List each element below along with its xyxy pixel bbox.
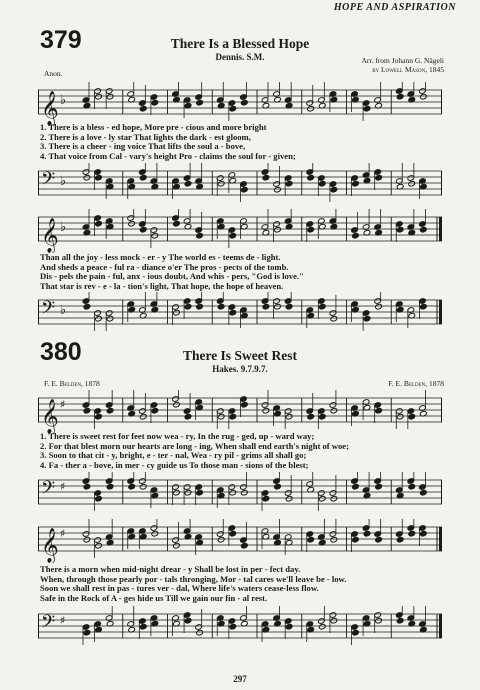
lyrics-block: [40, 253, 442, 291]
note-head: [420, 303, 428, 310]
lyric-line: Than all the joy - less mock - er - y The world es - teems de - light.: [40, 253, 281, 262]
note-head: [307, 413, 315, 420]
note-head: [229, 413, 237, 420]
note-head: [262, 407, 270, 414]
note-head: [274, 303, 282, 310]
lyrics-block: [40, 565, 442, 603]
sharp-icon: ♯: [60, 398, 66, 411]
note-head: [262, 303, 270, 310]
note-head: [83, 303, 91, 310]
note-head: [241, 99, 249, 106]
lyric-line: Dis - pels the pain - ful, anx - ious doubt, And whis - pers, "God is love.": [40, 272, 304, 282]
note-head: [229, 489, 237, 496]
note-head: [408, 180, 416, 187]
flat-icon: ♭: [60, 303, 67, 318]
lyric-line: 4. That voice from Cal - vary's height Pro - claims the soul for - given;: [40, 151, 296, 161]
note-head: [318, 180, 326, 187]
note-head: [95, 315, 103, 322]
note-head: [307, 105, 315, 112]
tune-meter: Dennis. S.M.: [215, 52, 265, 62]
note-head: [229, 105, 237, 112]
note-head: [241, 542, 249, 549]
note-head: [318, 495, 326, 502]
treble-clef-icon: 𝄞: [41, 91, 59, 126]
note-head: [241, 186, 249, 193]
note-head: [95, 174, 103, 181]
lyricist-credit: Anon.: [44, 69, 63, 78]
note-head: [420, 93, 428, 100]
lyric-line: 2. There is a love - ly star That lights the dark - est gloom,: [40, 132, 251, 142]
note-head: [128, 220, 136, 227]
note-head: [363, 530, 371, 537]
note-head: [139, 174, 147, 181]
note-head: [330, 617, 338, 624]
note-head: [139, 105, 147, 112]
note-head: [330, 536, 338, 543]
bass-clef-icon: 𝄢: [41, 478, 56, 503]
note-head: [285, 303, 293, 310]
note-head: [352, 629, 360, 636]
note-head: [375, 617, 383, 624]
composer-credit: F. E. Belden, 1878: [388, 379, 444, 388]
note-head: [229, 623, 237, 630]
note-head: [196, 629, 204, 636]
note-head: [95, 220, 103, 227]
note-head: [285, 180, 293, 187]
note-head: [139, 623, 147, 630]
note-head: [184, 303, 192, 310]
note-head: [217, 303, 225, 310]
note-head: [95, 413, 103, 420]
treble-staff: [38, 82, 442, 126]
note-head: [241, 489, 249, 496]
note-head: [106, 407, 114, 414]
lyric-line: 1. There is a bless - ed hope, More pre - cious and more bright: [40, 123, 267, 132]
note-head: [151, 407, 159, 414]
note-head: [285, 495, 293, 502]
note-head: [139, 483, 147, 490]
treble-clef-icon: 𝄞: [41, 218, 59, 253]
note-head: [151, 232, 159, 239]
bass-staff: [38, 163, 442, 207]
note-head: [408, 483, 416, 490]
note-head: [151, 99, 159, 106]
bass-staff: [38, 606, 442, 650]
note-head: [196, 232, 204, 239]
note-head: [95, 495, 103, 502]
lyric-line: 3. Soon to that cit - y, bright, e - ter - nal, Wea - ry pil - grims all shall go;: [40, 451, 307, 461]
bass-clef-icon: 𝄢: [41, 298, 56, 323]
note-head: [375, 536, 383, 543]
lyricist-credit: F. E. Belden, 1878: [44, 379, 100, 388]
note-head: [420, 489, 428, 496]
note-head: [83, 174, 91, 181]
note-head: [375, 407, 383, 414]
note-head: [173, 542, 181, 549]
note-head: [307, 174, 315, 181]
note-head: [184, 413, 192, 420]
note-head: [106, 483, 114, 490]
flat-icon: ♭: [60, 93, 67, 108]
note-head: [106, 315, 114, 322]
note-head: [184, 180, 192, 187]
note-head: [352, 536, 360, 543]
sharp-icon: ♯: [60, 527, 66, 540]
note-head: [318, 303, 326, 310]
note-head: [420, 226, 428, 233]
note-head: [217, 536, 225, 543]
note-head: [330, 186, 338, 193]
bass-staff: [38, 472, 442, 516]
note-head: [375, 483, 383, 490]
composer-credit-line2: by Lowell Mason, 1845: [372, 65, 444, 74]
flat-icon: ♭: [60, 220, 67, 235]
note-head: [396, 226, 404, 233]
hymn-title: There Is a Blessed Hope: [170, 36, 310, 51]
hymn-number: 379: [40, 26, 82, 54]
note-head: [318, 413, 326, 420]
note-head: [173, 309, 181, 316]
lyric-line: That star is rev - e - la - tion's light, That hope, the hope of heaven.: [40, 281, 284, 291]
treble-clef-icon: 𝄞: [41, 399, 59, 434]
note-head: [83, 483, 91, 490]
note-head: [95, 93, 103, 100]
note-head: [184, 617, 192, 624]
lyric-line: When, through those pearly por - tals thronging, Mor - tal cares we'll leave be - low.: [40, 574, 347, 584]
treble-staff: [38, 209, 442, 253]
lyric-line: And sheds a peace - ful ra - diance o'er The pros - pects of the tomb.: [40, 262, 289, 272]
note-head: [196, 303, 204, 310]
note-head: [173, 489, 181, 496]
treble-staff: [38, 519, 442, 563]
note-head: [151, 530, 159, 537]
note-head: [274, 186, 282, 193]
note-head: [330, 495, 338, 502]
note-head: [83, 536, 91, 543]
note-head: [363, 105, 371, 112]
treble-clef-icon: 𝄞: [41, 528, 59, 563]
lyric-line: Soon we shall rest in pas - tures ver - dal, Where life's waters cease-less flow.: [40, 584, 319, 594]
note-head: [420, 530, 428, 537]
note-head: [262, 495, 270, 502]
treble-staff: [38, 390, 442, 434]
lyric-line: Safe in the Rock of A - ges hide us Till we gain our fin - al rest.: [40, 593, 268, 603]
note-head: [106, 93, 114, 100]
note-head: [352, 180, 360, 187]
lyrics-block: [40, 123, 442, 161]
note-head: [83, 629, 91, 636]
lyric-line: 4. Fa - ther a - bove, in mer - cy guide us To those man - sions of the blest;: [40, 460, 309, 470]
lyrics-block: [40, 432, 442, 470]
note-head: [352, 232, 360, 239]
note-head: [396, 617, 404, 624]
sharp-icon: ♯: [60, 480, 66, 493]
bass-staff: [38, 292, 442, 336]
page-number: 297: [233, 674, 247, 684]
lyric-line: 3. There is a cheer - ing voice That lifts the soul a - bove,: [40, 142, 246, 152]
bass-clef-icon: 𝄢: [41, 612, 56, 637]
lyric-line: 2. For that blest morn our hearts are long - ing, When shall end earth's night of woe;: [40, 441, 349, 451]
note-head: [285, 413, 293, 420]
note-head: [274, 226, 282, 233]
note-head: [396, 536, 404, 543]
note-head: [217, 413, 225, 420]
note-head: [173, 401, 181, 408]
flat-icon: ♭: [60, 174, 67, 189]
note-head: [217, 180, 225, 187]
note-head: [196, 489, 204, 496]
note-head: [307, 536, 315, 543]
tune-meter: Hakes. 9.7.9.7.: [212, 364, 268, 374]
note-head: [330, 407, 338, 414]
note-head: [285, 623, 293, 630]
lyric-line: 1. There is sweet rest for feet now wea - ry, In the rug - ged, up - ward way;: [40, 432, 315, 441]
lyric-line: There is a morn when mid-night drear - y Shall be lost in per - fect day.: [40, 565, 301, 574]
note-head: [408, 413, 416, 420]
note-head: [396, 93, 404, 100]
note-head: [274, 483, 282, 490]
bass-clef-icon: 𝄢: [41, 169, 56, 194]
note-head: [318, 623, 326, 630]
note-head: [196, 99, 204, 106]
note-head: [173, 220, 181, 227]
section-heading: HOPE AND ASPIRATION: [333, 2, 456, 13]
hymn-number: 380: [40, 338, 82, 366]
note-head: [396, 413, 404, 420]
note-head: [128, 483, 136, 490]
note-head: [307, 226, 315, 233]
note-head: [229, 530, 237, 537]
note-head: [229, 232, 237, 239]
note-head: [95, 542, 103, 549]
note-head: [229, 309, 237, 316]
note-head: [184, 489, 192, 496]
note-head: [375, 174, 383, 181]
note-head: [241, 401, 249, 408]
composer-credit: Arr. from Johann G. Nägeli: [361, 56, 444, 65]
note-head: [363, 315, 371, 322]
note-head: [352, 483, 360, 490]
note-head: [262, 174, 270, 181]
note-head: [375, 303, 383, 310]
note-head: [408, 530, 416, 537]
note-head: [330, 315, 338, 322]
note-head: [139, 226, 147, 233]
sharp-icon: ♯: [60, 614, 66, 627]
note-head: [83, 407, 91, 414]
note-head: [139, 413, 147, 420]
hymn-title: There Is Sweet Rest: [182, 348, 298, 363]
